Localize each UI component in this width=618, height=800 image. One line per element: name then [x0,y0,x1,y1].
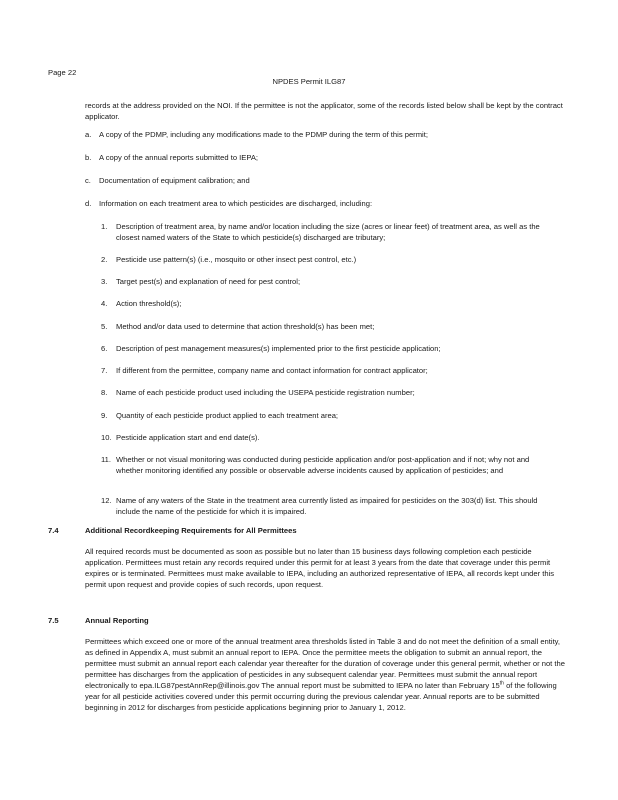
numbered-item-text: Method and/or data used to determine that action threshold(s) has been met; [116,322,375,331]
list-item-label: d. [85,199,92,208]
section-number: 7.4 [48,526,59,535]
section-heading: Additional Recordkeeping Requirements for All Permittees [85,526,297,535]
permit-title: NPDES Permit ILG87 [272,77,346,86]
numbered-item-text: Name of each pesticide product used including the USEPA pesticide registration number; [116,388,415,397]
numbered-item-text: Name of any waters of the State in the treatment area currently listed as impaired for pesticides on the 303(d) list. This should include the name of the pesticide for which it is impaired. [116,496,538,516]
numbered-item-text: Action threshold(s); [116,299,182,308]
ordinal-suffix: th [499,680,504,687]
numbered-item-label: 6. [101,344,108,353]
numbered-item-label: 1. [101,222,108,231]
list-item-text: A copy of the PDMP, including any modifications made to the PDMP during the term of this permit; [99,130,428,139]
list-item-text: Documentation of equipment calibration; and [99,176,250,185]
numbered-item-label: 5. [101,322,108,331]
intro-paragraph: records at the address provided on the NOI. If the permittee is not the applicator, some of the records listed below shall be kept by the contract applicator. [85,101,563,121]
numbered-item-label: 9. [101,411,108,420]
numbered-item-text: Pesticide application start and end date(s). [116,433,260,442]
section-number: 7.5 [48,616,59,625]
body-text: of the following year for all pesticide activities covered under this permit occurring during the previous calendar year. Annual reports are to be submitted beginning in 2012 for discharges from pesticide applications beginning prior to January 1, 2012. [85,681,557,712]
page-number: Page 22 [48,68,77,77]
section-heading: Annual Reporting [85,616,149,625]
numbered-item-text: Quantity of each pesticide product applied to each treatment area; [116,411,339,420]
numbered-item-label: 2. [101,255,108,264]
numbered-item-text: Description of treatment area, by name and/or location including the size (acres or linear feet) of treatment area, as well as the closest named waters of the State to which pesticide(s) discharged are tributary; [116,222,540,242]
list-item-text: Information on each treatment area to which pesticides are discharged, including: [99,199,373,208]
numbered-item-text: If different from the permittee, company name and contact information for contract applicator; [116,366,428,375]
section-body [85,636,565,713]
list-item-text: A copy of the annual reports submitted to IEPA; [99,153,258,162]
numbered-item-text: Description of pest management measures(s) implemented prior to the first pesticide application; [116,344,441,353]
numbered-item-label: 3. [101,277,108,286]
numbered-item-text: Whether or not visual monitoring was conducted during pesticide application and/or post-application and if not; why not and whether monitoring identified any possible or observable adverse incidents caused by application of pesticides; and [116,455,530,475]
numbered-item-label: 4. [101,299,108,308]
numbered-item-label: 11. [101,455,111,464]
numbered-item-label: 10. [101,433,112,442]
list-item-label: a. [85,130,92,139]
numbered-item-label: 7. [101,366,108,375]
body-text: Permittees which exceed one or more of the annual treatment area thresholds listed in Table 3 and do not meet the definition of a small entity, as defined in Appendix A, must submit an annual report to IEPA. Once the permittee meets the obligation to submit an annual report, the permittee must submit an annual report each calendar year thereafter for the duration of coverage under this general permit, whether or not the permittee has discharges from the application of pesticides in any subsequent calendar year. Permittees must submit the annual report electronically to epa.ILG87pestAnnRep@illinois.gov The annual report must be submitted to IEPA no later than February 15 [85,637,565,690]
list-item-label: b. [85,153,92,162]
numbered-item-label: 8. [101,388,108,397]
numbered-item-text: Target pest(s) and explanation of need for pest control; [116,277,301,286]
list-item-label: c. [85,176,91,185]
section-body: All required records must be documented as soon as possible but no later than 15 business days following completion each pesticide application. Permittees must retain any records required under this permit for at least 3 years from the date that coverage under this permit expires or is terminated. Permittees must make available to IEPA, including an authorized representative of IEPA, all records kept under this permit upon request and provide copies of such records, upon request. [85,547,555,589]
numbered-item-text: Pesticide use pattern(s) (i.e., mosquito or other insect pest control, etc.) [116,255,357,264]
numbered-item-label: 12. [101,496,112,505]
